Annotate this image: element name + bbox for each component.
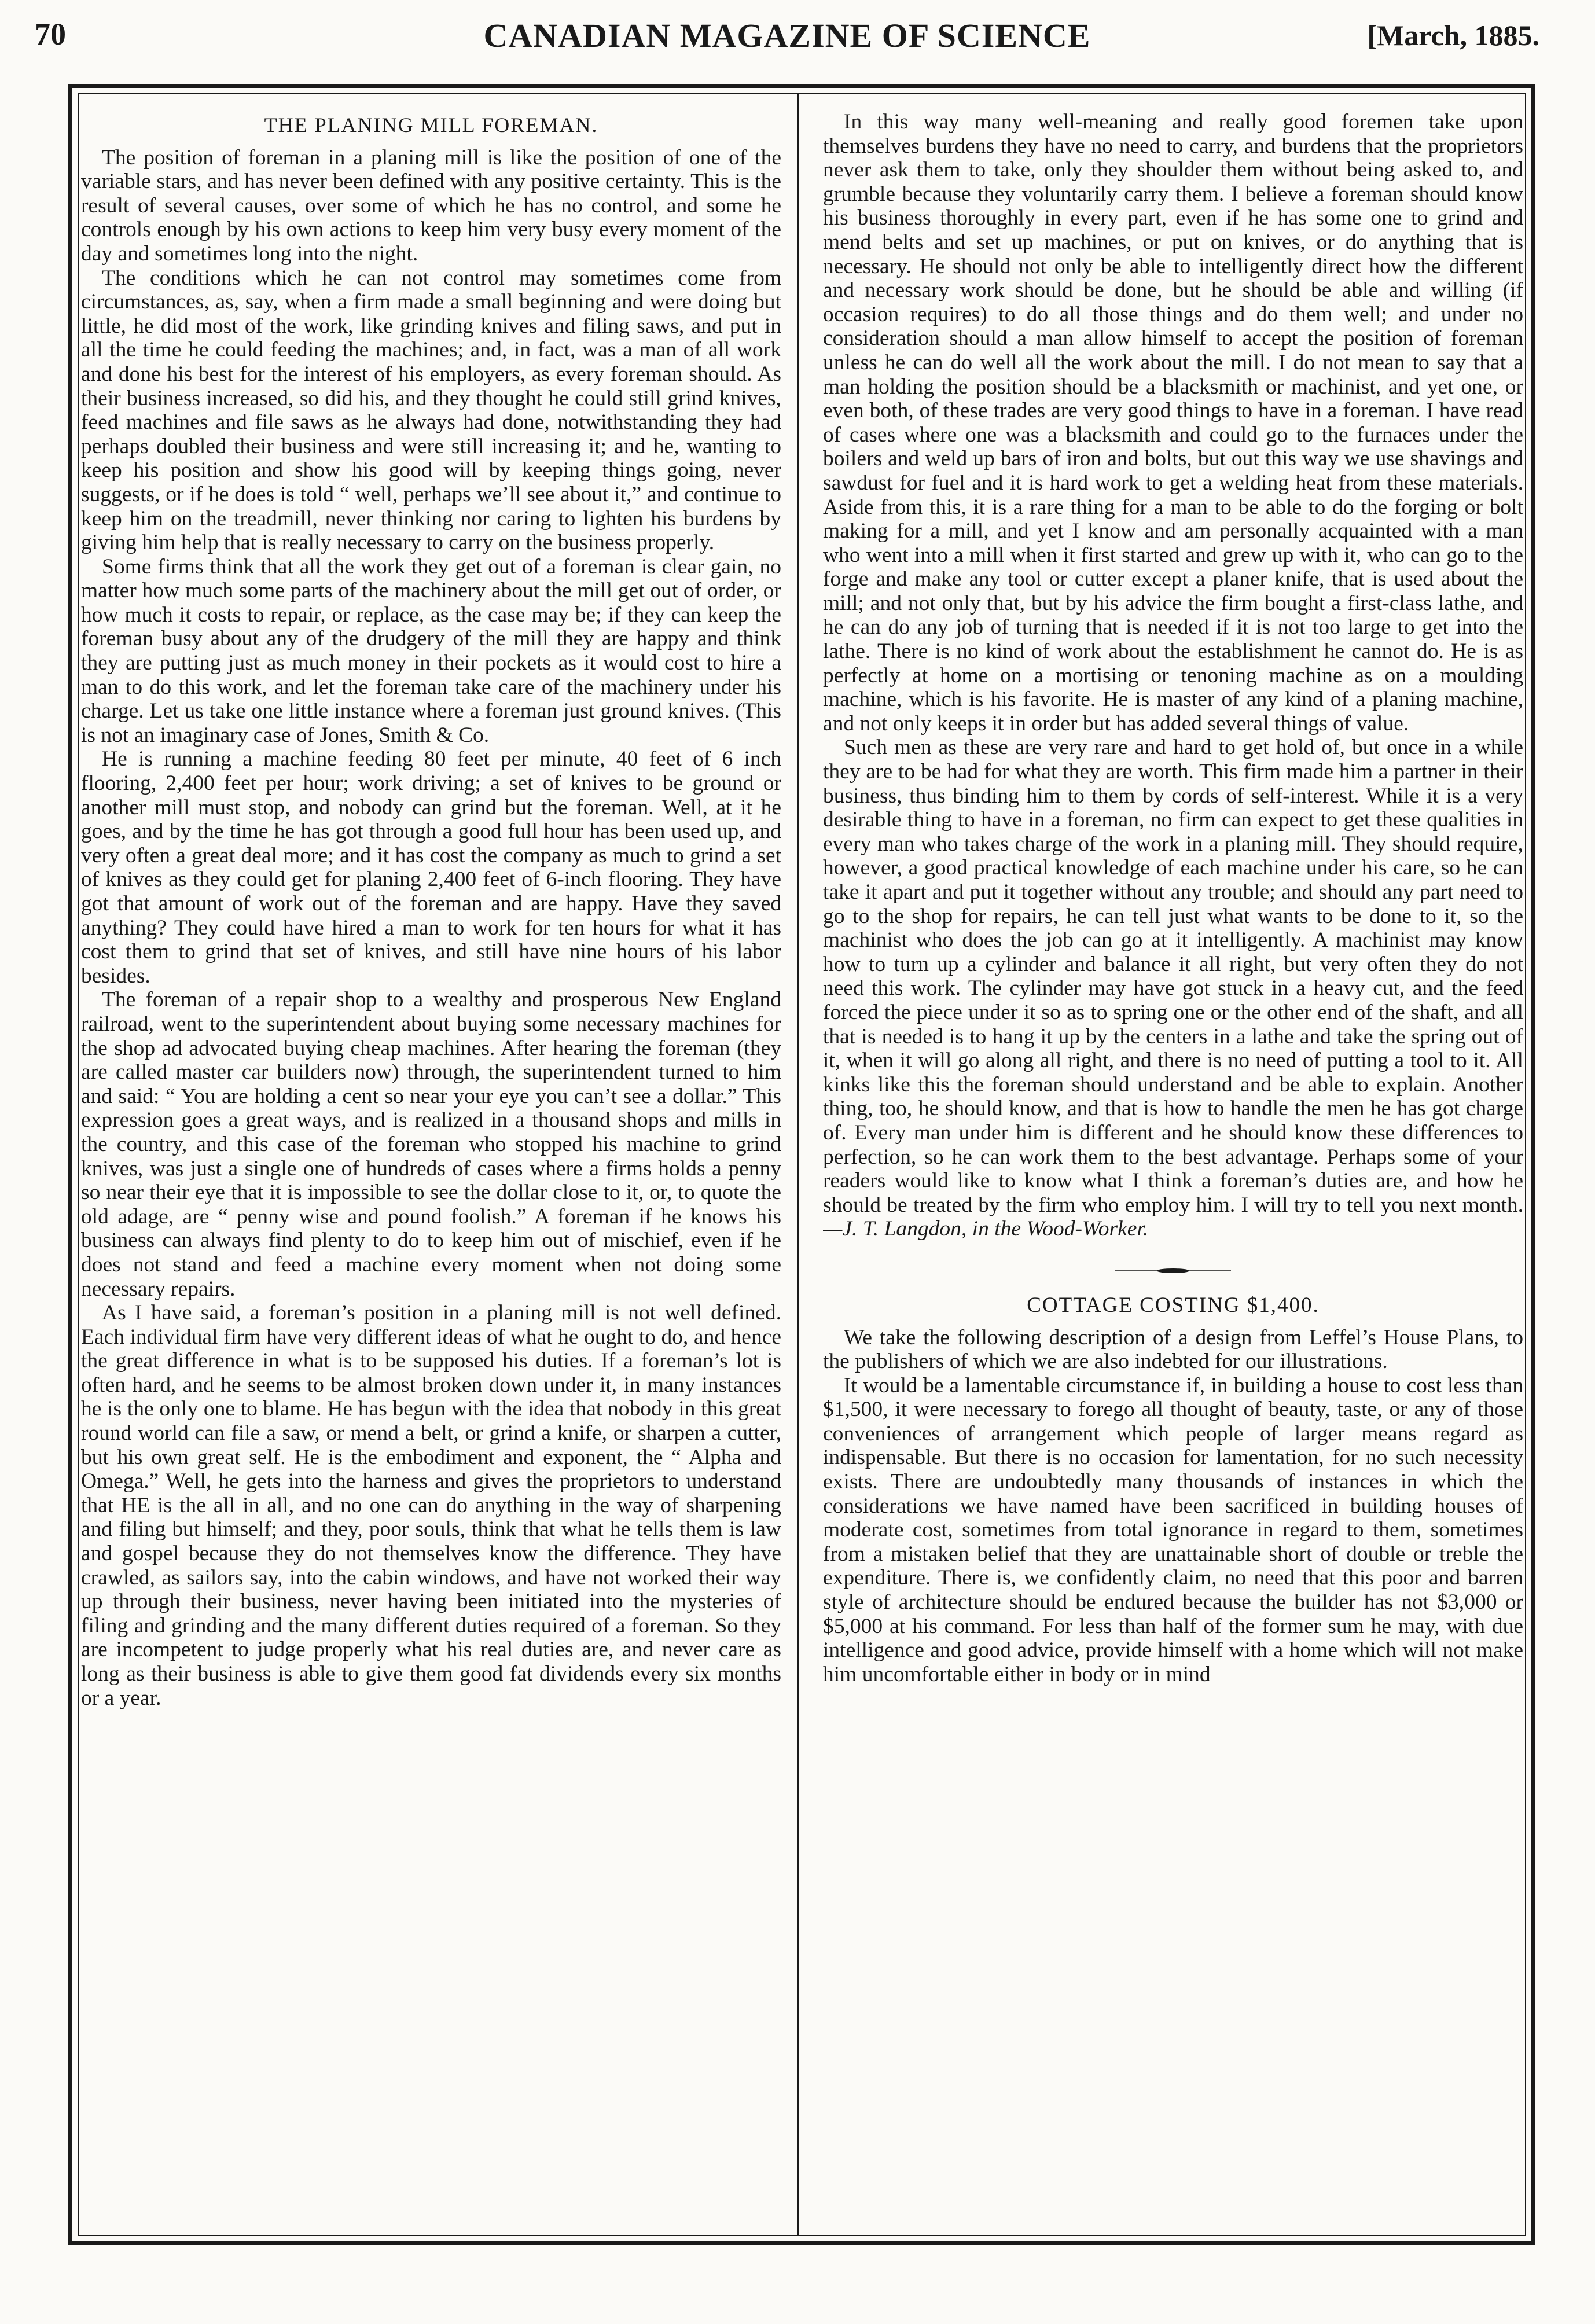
page-number: 70 — [35, 17, 66, 52]
magazine-title: CANADIAN MAGAZINE OF SCIENCE — [483, 17, 1091, 54]
article-paragraph: In this way many well-meaning and really good foremen take upon themselves burdens they have no need to carry, and burdens that the proprietors never ask them to take, only they shoulder them without being asked to, and grumble because they voluntarily carry them. I believe a foreman should know his business thoroughly in every part, even if he has some one to grind and mend belts and set up machines, or put on knives, or do anything that is necessary. He should not only be able to intelligently direct how the different and necessary work should be done, but he should be able and willing (if occasion requires) to do all those things and do them well; and under no consideration should a man allow himself to accept the position of foreman unless he can do well all the work about the mill. I do not mean to say that a man holding the position should be a blacksmith or machinist, and yet one, or even both, of these trades are very good things to have in a foreman. I have read of cases where one was a blacksmith and could go to the furnaces under the boilers and weld up bars of iron and bolts, but out this way we use shavings and sawdust for fuel and it is hard work to get a welding heat from these materials. Aside from this, it is a rare thing for a man to be able to do the forging or bolt making for a mill, and yet I know and am personally acquainted with a man who went into a mill when it first started and grew up with it, who can go to the forge and make any tool or cutter except a planer knife, that is used about the mill; and not only that, but by his advice the firm bought a first-class lathe, and he can do any job of turning that is needed if it is not too large to get into the lathe. There is no kind of work about the establishment he cannot do. He is as perfectly at home on a mortising or tenoning machine as on a moulding machine, which is his favorite. He is master of any kind of a planing machine, and not only keeps it in order but has added several things of value. — [823, 110, 1523, 736]
article-paragraph: The conditions which he can not control may sometimes come from circumstances, as, say, when a firm made a small beginning and were doing but little, he did most of the work, like grinding knives and filing saws, and put in all the time he could feeding the machines; and, in fact, was a man of all work and done his best for the interest of his employers, as every foreman should. As their business increased, so did his, and they thought he could still grind knives, feed machines and file saws as he always had done, notwithstanding they had perhaps doubled their business and were still increasing it; and he, wanting to keep his position and show his good will by keeping things going, never suggests, or if he does is told “ well, perhaps we’ll see about it,” and continue to keep him on the treadmill, never thinking nor caring to lighten his burdens by giving him help that is really necessary to carry on the business properly. — [81, 266, 781, 555]
running-head — [35, 13, 1539, 65]
ornamental-divider — [1115, 1268, 1231, 1274]
article-paragraph: We take the following description of a design from Leffel’s House Plans, to the publishers of which we are also indebted for our illustrations. — [823, 1325, 1523, 1374]
article-paragraph: The foreman of a repair shop to a wealthy and prosperous New England railroad, went to the superintendent about buying some necessary machines for the shop ad advocated buying cheap machines. After hearing the foreman (they are called master car builders now) through, the superintendent turned to him and said: “ You are holding a cent so near your eye you can’t see a dollar.” This expression goes a great ways, and is realized in a thousand shops and mills in the country, and this case of the foreman who stopped his machine to grind knives, was just a single one of hundreds of cases where a firms holds a penny so near their eye that it is impossible to see the dollar close to it, or, to quote the old adage, are “ penny wise and pound foolish.” A foreman if he knows his business can always find plenty to do to keep him out of mischief, even if he does not stand and feed a machine every moment when not doing some necessary repairs. — [81, 988, 781, 1301]
article-paragraph: He is running a machine feeding 80 feet per minute, 40 feet of 6 inch flooring, 2,400 feet per hour; work driving; a set of knives to be ground or another mill must stop, and nobody can grind but the foreman. Well, at it he goes, and by the time he has got through a good full hour has been used up, and very often a great deal more; and it has cost the company as much to grind a set of knives as they could get for planing 2,400 feet of 6-inch flooring. They have got that amount of work out of the foreman and are happy. Have they saved anything? They could have hired a man to work for ten hours for what it has cost them to grind that set of knives, and still have nine hours of his labor besides. — [81, 747, 781, 988]
article-paragraph-text: Such men as these are very rare and hard to get hold of, but once in a while they are to be had for what they are worth. This firm made him a partner in their business, thus binding him to them by cords of self-interest. While it is a very desirable thing to have in a foreman, no firm can expect to get these qualities in every man who takes charge of the work in a planing mill. They should require, however, a good practical knowledge of each machine under his care, so he can take it apart and put it together without any trouble; and should any part need to go to the shop for repairs, he can tell just what wants to be done to it, so the machinist who does the job can go at it intelligently. A machinist may know how to turn up a cylinder and balance it all right, but very often they do not need this work. The cylinder may have got stuck in a heavy cut, and the feed forced the piece under it so as to spring one or the other end of the shaft, and all that is needed is to hang it up by the centers in a lathe and take the spring out of it, when it will go along all right, and there is no need of putting a tool to it. All kinks like this the foreman should understand and be able to explain. Another thing, too, he should know, and that is how to handle the men he has got charge of. Every man under him is different and he should know these differences to perfection, so he can work them to the best advantage. Perhaps some of your readers would like to know what I think a foreman’s duties are, and how he should be treated by the firm who employ him. I will try to tell you next month. — [823, 736, 1523, 1217]
article-paragraph: Some firms think that all the work they get out of a foreman is clear gain, no matter how much some parts of the machinery about the mill get out of order, or how much it costs to repair, or replace, as the case may be; if they can keep the foreman busy about any of the drudgery of the mill they are happy and think they are putting just as much money in their pockets as it would cost to hire a man to do this work, and let the foreman take care of the machinery under his charge. Let us take one little instance where a foreman just ground knives. (This is not an imaginary case of Jones, Smith & Co. — [81, 554, 781, 747]
article-paragraph-last — [823, 736, 1523, 1241]
right-column — [823, 110, 1523, 2222]
article-paragraph: The position of foreman in a planing mill is like the position of one of the variable stars, and has never been defined with any positive certainty. This is the result of several causes, over some of which he has no control, and some he controls enough by his own actions to keep him very busy every moment of the day and sometimes long into the night. — [81, 145, 781, 266]
column-divider — [797, 94, 799, 2235]
author-signature: —J. T. Langdon, in the Wood-Worker. — [823, 1217, 1149, 1241]
article-paragraph: It would be a lamentable circumstance if, in building a house to cost less than $1,500, it were necessary to forego all thought of beauty, taste, or any of those conveniences of arrangement which people of larger means regard as indispensable. But there is no occasion for lamentation, for no such necessity exists. There are undoubtedly many thousands of instances in which the considerations we have named have been sacrificed in building houses of moderate cost, sometimes from total ignorance in regard to them, sometimes from a mistaken belief that they are unattainable short of double or treble the expenditure. There is, we confidently claim, no need that this poor and barren style of architecture should be endured because the builder has not $3,000 or $5,000 at his command. For less than half of the former sum he may, with due intelligence and good advice, provide himself with a home which will not make him uncomfortable either in body or in mind — [823, 1373, 1523, 1686]
issue-date: [March, 1885. — [1367, 19, 1539, 52]
article-title: COTTAGE COSTING $1,400. — [1027, 1293, 1320, 1317]
article-paragraph: As I have said, a foreman’s position in a planing mill is not well defined. Each individual firm have very different ideas of what he ought to do, and hence the great difference in what is to be supposed his duties. If a foreman’s lot is often hard, and he seems to be almost broken down under it, in many instances he is the only one to blame. He has begun with the idea that nobody in this great round world can file a saw, or mend a belt, or grind a knife, or sharpen a cutter, but his own great self. He is the embodiment and exponent, the “ Alpha and Omega.” Well, he gets into the harness and gives the proprietors to understand that HE is the all in all, and no one can do anything in the way of sharpening and filing but himself; and they, poor souls, think that what he tells them is law and gospel because they do not themselves know the difference. They have crawled, as sailors say, into the cabin windows, and have not worked their way up through their business, never having been initiated into the mysteries of filing and grinding and the many different duties required of a foreman. So they are incompetent to judge properly what his real duties are, and never care as long as their business is able to give them good fat dividends every six months or a year. — [81, 1301, 781, 1710]
left-column — [81, 110, 781, 2222]
article-title: THE PLANING MILL FOREMAN. — [264, 113, 598, 137]
